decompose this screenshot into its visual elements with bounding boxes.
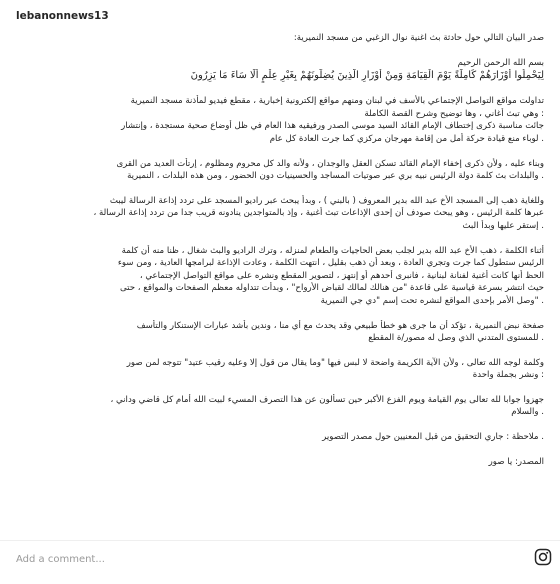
- caption-line: . للمستوى المتدني الذي وصل له مصور/ة المقطع: [368, 333, 544, 344]
- caption-line: : وهي تبث أغاني ، وها توضيح وشرح القصة الكاملة: [364, 108, 544, 119]
- caption-line: صدر البيان التالي حول حادثة بث اغنية نوال الزغبي من مسجد النميرية:: [293, 33, 544, 43]
- caption-line: الحظ أنها كانت أغنية لفنانة لبنانية ، فانبرى أحدهم أو إنتهز ، لتصوير المقطع ونشره على مواقع التواصل الإجتماعي ،: [139, 270, 544, 281]
- caption-line: . لوباء منع قيادة حركة أمل من إقامة مهرجان مركزي كما جرت العادة كل عام: [269, 133, 544, 144]
- caption-line: تداولت مواقع التواصل الإجتماعي بالأسف في لبنان ومنهم مواقع إلكترونية إخبارية ، مقطع فيديو لمأذنة مسجد النميرية: [130, 96, 544, 107]
- caption-line: وللغاية ذهب إلى المسجد الأخ عبد الله بدير المعروف ( بالبني ) ، وبدأ يبحث عبر راديو المسجد على تردد إذاعة الرسالة ليبث: [109, 195, 544, 206]
- caption-line: أثناء الكلمة ، ذهب الأخ عبد الله بدير لجلب بعض الحاجيات والطعام لمنزله ، وترك الراديو والبث شغال ، ظنا منه أن كلمة: [121, 245, 544, 256]
- caption-gap: [16, 444, 544, 456]
- instagram-icon[interactable]: [534, 548, 552, 566]
- caption-gap: [16, 83, 544, 95]
- caption-line: . والسلام: [511, 407, 544, 418]
- caption-gap: [16, 233, 544, 245]
- caption-line: جهزوا جوابا لله تعالى يوم القيامة ويوم الفزع الأكبر حين تسألون عن هذا التصرف المسيء لبيت الله أمام كل قاضي وداني ،: [110, 394, 544, 405]
- caption-line: : ونشر بجملة واحدة: [472, 370, 544, 381]
- caption-line: عبرها كلمة الرئيس ، وهو يبحث صودف أن إحدى الإذاعات تبث أغنية ، وإذ بالمتواجدين ينادونه قريب جدا من تردد إذاعة الرسالة ،: [93, 208, 544, 219]
- caption-line: حيث انتشر بسرعة قياسية على قاعدة "من هنالك لمالك لقباض الأرواح" ، وبدأت تتداوله معظم الصفحات والمواقع ، حتى: [120, 283, 544, 294]
- post-username[interactable]: lebanonnews13: [16, 10, 109, 22]
- caption-line: . إستقر عليها وبدأ البث: [462, 220, 544, 231]
- caption-line: صفحة نبض النميرية ، تؤكد أن ما جرى هو خطأ طبيعي وقد يحدث مع أي منا ، وندين بأشد عبارات الإستنكار والتأسف: [136, 320, 544, 331]
- caption-line: وبناء عليه ، ولأن ذكرى إخفاء الإمام القائد تسكن العقل والوجدان ، ولأنه والد كل محروم ومظلوم ، إرتأت العديد من القرى: [116, 158, 544, 169]
- caption-line: وكلمة لوجه الله تعالى ، ولأن الآية الكريمة واضحة لا لبس فيها "وما يقال من قول إلا وعليه رقيب عتيد" تتوجه لمن صور: [126, 357, 544, 368]
- caption-line: . "وصل الأمر بإحدى المواقع لنشره تحت إسم "دي جي النميرية: [320, 295, 544, 306]
- caption-gap: [16, 382, 544, 394]
- quran-verse: لِيَحْمِلُوا أَوْزَارَهُمْ كَامِلَةً يَوْمَ الْقِيَامَةِ وَمِنْ أَوْزَارِ الَّذِينَ يُضِلُّونَهُمْ بِغَيْرِ عِلْمٍ أَلَا سَاءَ مَا يَزِرُونَ: [190, 70, 544, 82]
- caption-line: بسم الله الرحمن الرحيم: [457, 57, 544, 68]
- comment-divider: [0, 540, 560, 541]
- caption-line: جائت مناسبة ذكرى إختطاف الإمام القائد السيد موسى الصدر ورفيقيه هذا العام في ظل أوضاع صحية مستجدة ، وإنتشار: [121, 121, 544, 132]
- caption-gap: [16, 308, 544, 320]
- caption-gap: [16, 419, 544, 431]
- post-caption: [16, 32, 544, 532]
- caption-line: الرئيس ستطول كما جرت وتجري العادة ، وبعد أن ذهب بقليل ، انتهت الكلمة ، وعادت الإذاعة لبرامجها العادية ، ومن سوء: [117, 258, 544, 269]
- caption-gap: [16, 146, 544, 158]
- caption-line: . والبلدات بث كلمة دولة الرئيس نبيه بري عبر صوتيات المساجد والحسينيات دون الحضور ، ومن هذه البلدات ، النميرية: [127, 171, 544, 182]
- caption-line: . ملاحظة : جاري التحقيق من قبل المعنيين حول مصدر التصوير: [322, 432, 544, 443]
- caption-gap: [16, 345, 544, 357]
- comment-input[interactable]: [16, 548, 496, 570]
- caption-gap: [16, 45, 544, 57]
- caption-gap: [16, 183, 544, 195]
- caption-line: المصدر: يا صور: [488, 456, 544, 467]
